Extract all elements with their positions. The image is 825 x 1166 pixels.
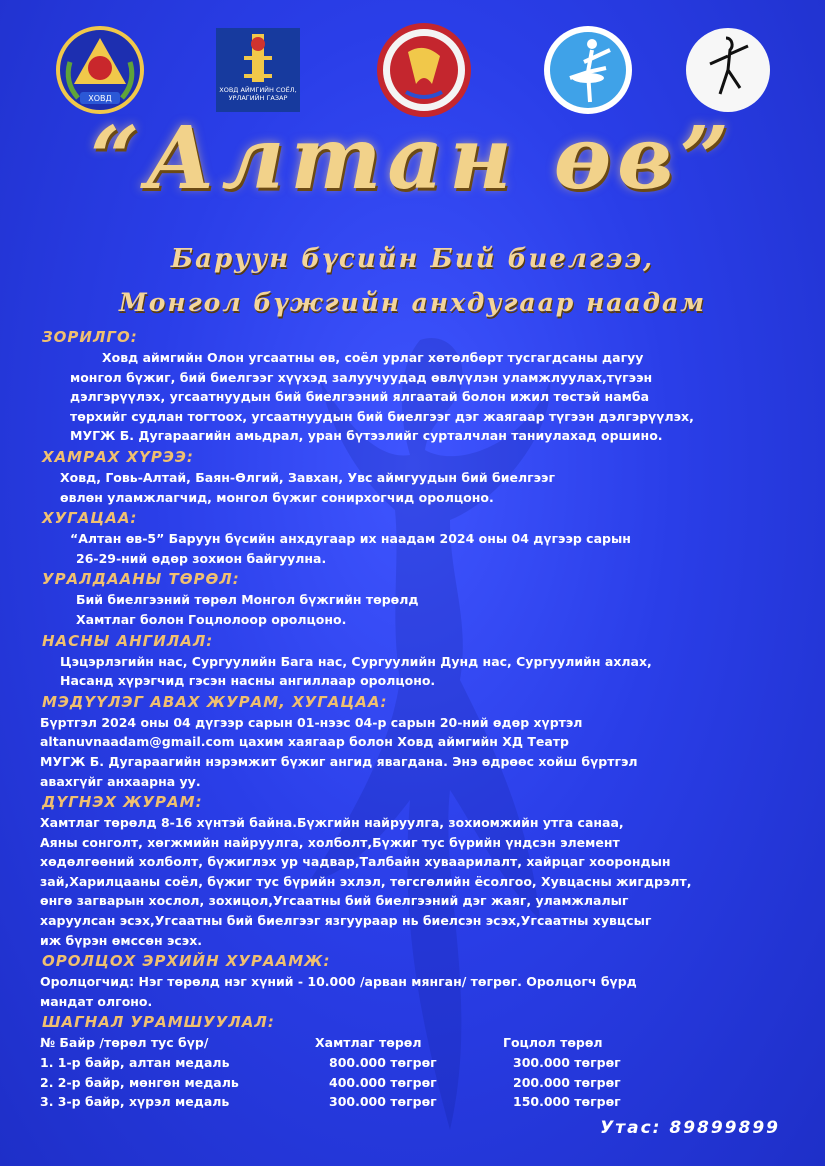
culture-department-logo	[216, 28, 300, 112]
dance-festival-emblem-icon	[376, 22, 472, 118]
prize-table-header	[40, 1033, 815, 1053]
fee-heading: ОРОЛЦОХ ЭРХИЙН ХУРААМЖ:	[42, 952, 331, 971]
prize-heading: ШАГНАЛ УРАМШУУЛАЛ:	[42, 1013, 275, 1032]
time-text-2: 26-29-ний өдөр зохион байгуулна.	[76, 550, 327, 566]
prize-place: 3. 3-р байр, хүрэл медаль	[40, 1094, 230, 1110]
prize-table	[40, 1033, 815, 1111]
prize-header-solo: Гоцлол төрөл	[503, 1035, 603, 1051]
ballet-dancer-icon	[540, 22, 636, 118]
prize-group-amount: 300.000 төгрөг	[329, 1094, 437, 1110]
rules-text: Хамтлаг төрөлд 8-16 хүнтэй байна.Бүжгийн найруулга, зохиомжийн утга санаа, Аяны сонголт, хөгжмийн найруулга, холболт,Бүжиг тус бүрийн үндсэн элемент хөдөлгөөний холболт, бүжиглэх ур чадвар,Талбайн хуваарилалт, хайрцаг хоорондын зай,Харилцааны соёл, бүжиг тус бүрийн эхлэл, төгсгөлийн ёсолгоо, Хувцасны жигдрэлт, өнгө загварын хослол, зохицол,Угсаатны бий биелгээний дэг жаяг, уламжлалыг харуулсан эсэх,Угсаатны бий биелгээг язгуураар нь биелсэн эсэх,Угсаатны хувцсыг иж бүрэн өмссөн эсэх.	[40, 815, 692, 948]
scope-heading: ХАМРАХ ХҮРЭЭ:	[42, 447, 194, 466]
scope-text: Ховд, Говь-Алтай, Баян-Өлгий, Завхан, Увс аймгуудын бий биелгээг өвлөн уламжлагчид, монгол бүжиг сонирхогчид оролцоно.	[60, 469, 555, 505]
prize-place: 1. 1-р байр, алтан медаль	[40, 1055, 230, 1071]
goal-heading: ЗОРИЛГО:	[42, 328, 138, 346]
dance-festival-logo	[376, 22, 472, 118]
goal-text-2: монгол бүжиг, бий биелгээг хүүхэд залуучуудад өвлүүлэн уламжлуулах,түгээн дэлгэрүүлэх, угсаатнуудын бий биелгээний ялгаатай болон ижил төстэй намба төрхийг судлан тогтоох, угсаатнуудын бий биелгээг дэг жаягаар түгээн дэлгэрүүлэх, МУГЖ Б. Дугараагийн амьдрал, уран бүтээлийг сурталчлан таниулахад оршино.	[70, 369, 694, 444]
register-heading: МЭДҮҮЛЭГ АВАХ ЖУРАМ, ХУГАЦАА:	[42, 692, 388, 711]
age-heading: НАСНЫ АНГИЛАЛ:	[42, 631, 214, 650]
event-subtitle-line2: Монгол бүжгийн анхдугаар наадам	[119, 288, 706, 317]
prize-row	[40, 1053, 815, 1073]
prize-place: 2. 2-р байр, мөнгөн медаль	[40, 1074, 239, 1090]
goal-text-1: Ховд аймгийн Олон угсаатны өв, соёл урлаг хөтөлбөрт тусгагдсаны дагуу	[102, 350, 644, 365]
time-text-1: “Алтан өв-5” Баруун бүсийн анхдугаар их наадам 2024 оны 04 дүгээр сарын	[70, 531, 631, 547]
time-heading: ХУГАЦАА:	[42, 509, 138, 528]
phone-number: Утас: 89899899	[600, 1118, 780, 1138]
age-text: Цэцэрлэгийн нас, Сургуулийн Бага нас, Сургуулийн Дунд нас, Сургуулийн ахлах, Насанд хүрэгчид гэсэн насны ангиллаар оролцоно.	[60, 653, 652, 689]
register-text: Бүртгэл 2024 оны 04 дүгээр сарын 01-нээс 04-р сарын 20-ний өдөр хүртэл altanuvnaadam@gmail.com цахим хаягаар болон Ховд аймгийн ХД Театр МУГЖ Б. Дугараагийн нэрэмжит бүжиг ангид явагдана. Энэ өдрөөс хойш бүртгэл авахгүйг анхаарна уу.	[40, 714, 638, 789]
document-body	[40, 326, 815, 1112]
prize-header-place: № Байр /төрөл тус бүр/	[40, 1035, 209, 1051]
prize-row	[40, 1073, 815, 1093]
dancer-silhouette-icon	[680, 24, 776, 120]
prize-group-amount: 400.000 төгрөг	[329, 1074, 437, 1090]
rules-heading: ДҮГНЭХ ЖУРАМ:	[42, 793, 203, 812]
prize-row	[40, 1092, 815, 1112]
event-title: “Алтан өв”	[89, 108, 736, 209]
type-text: Бий биелгээний төрөл Монгол бүжгийн төрөлд Хамтлаг болон Гоцлолоор оролцоно.	[76, 592, 419, 627]
dancer-sketch-logo	[680, 24, 776, 120]
event-subtitle-line1: Баруун бүсийн Бий биелгээ,	[170, 244, 655, 274]
mongolian-soyombo-icon	[216, 28, 300, 112]
prize-group-amount: 800.000 төгрөг	[329, 1055, 437, 1071]
prize-solo-amount: 300.000 төгрөг	[513, 1055, 621, 1071]
prize-solo-amount: 200.000 төгрөг	[513, 1074, 621, 1090]
prize-solo-amount: 150.000 төгрөг	[513, 1094, 621, 1110]
ballet-logo	[540, 22, 636, 118]
khovd-emblem-logo	[52, 22, 148, 118]
khovd-emblem-icon	[52, 22, 148, 118]
type-heading: УРАЛДААНЫ ТӨРӨЛ:	[42, 570, 240, 589]
culture-department-text: ХОВД АЙМГИЙН СОЁЛ, УРЛАГИЙН ГАЗАР	[219, 86, 297, 102]
prize-header-group: Хамтлаг төрөл	[315, 1035, 422, 1051]
khovd-emblem-text: ХОВД	[88, 94, 112, 103]
fee-text: Оролцогчид: Нэг төрөлд нэг хүний - 10.000 /арван мянган/ төгрөг. Оролцогч бүрд мандат олгоно.	[40, 974, 637, 1009]
